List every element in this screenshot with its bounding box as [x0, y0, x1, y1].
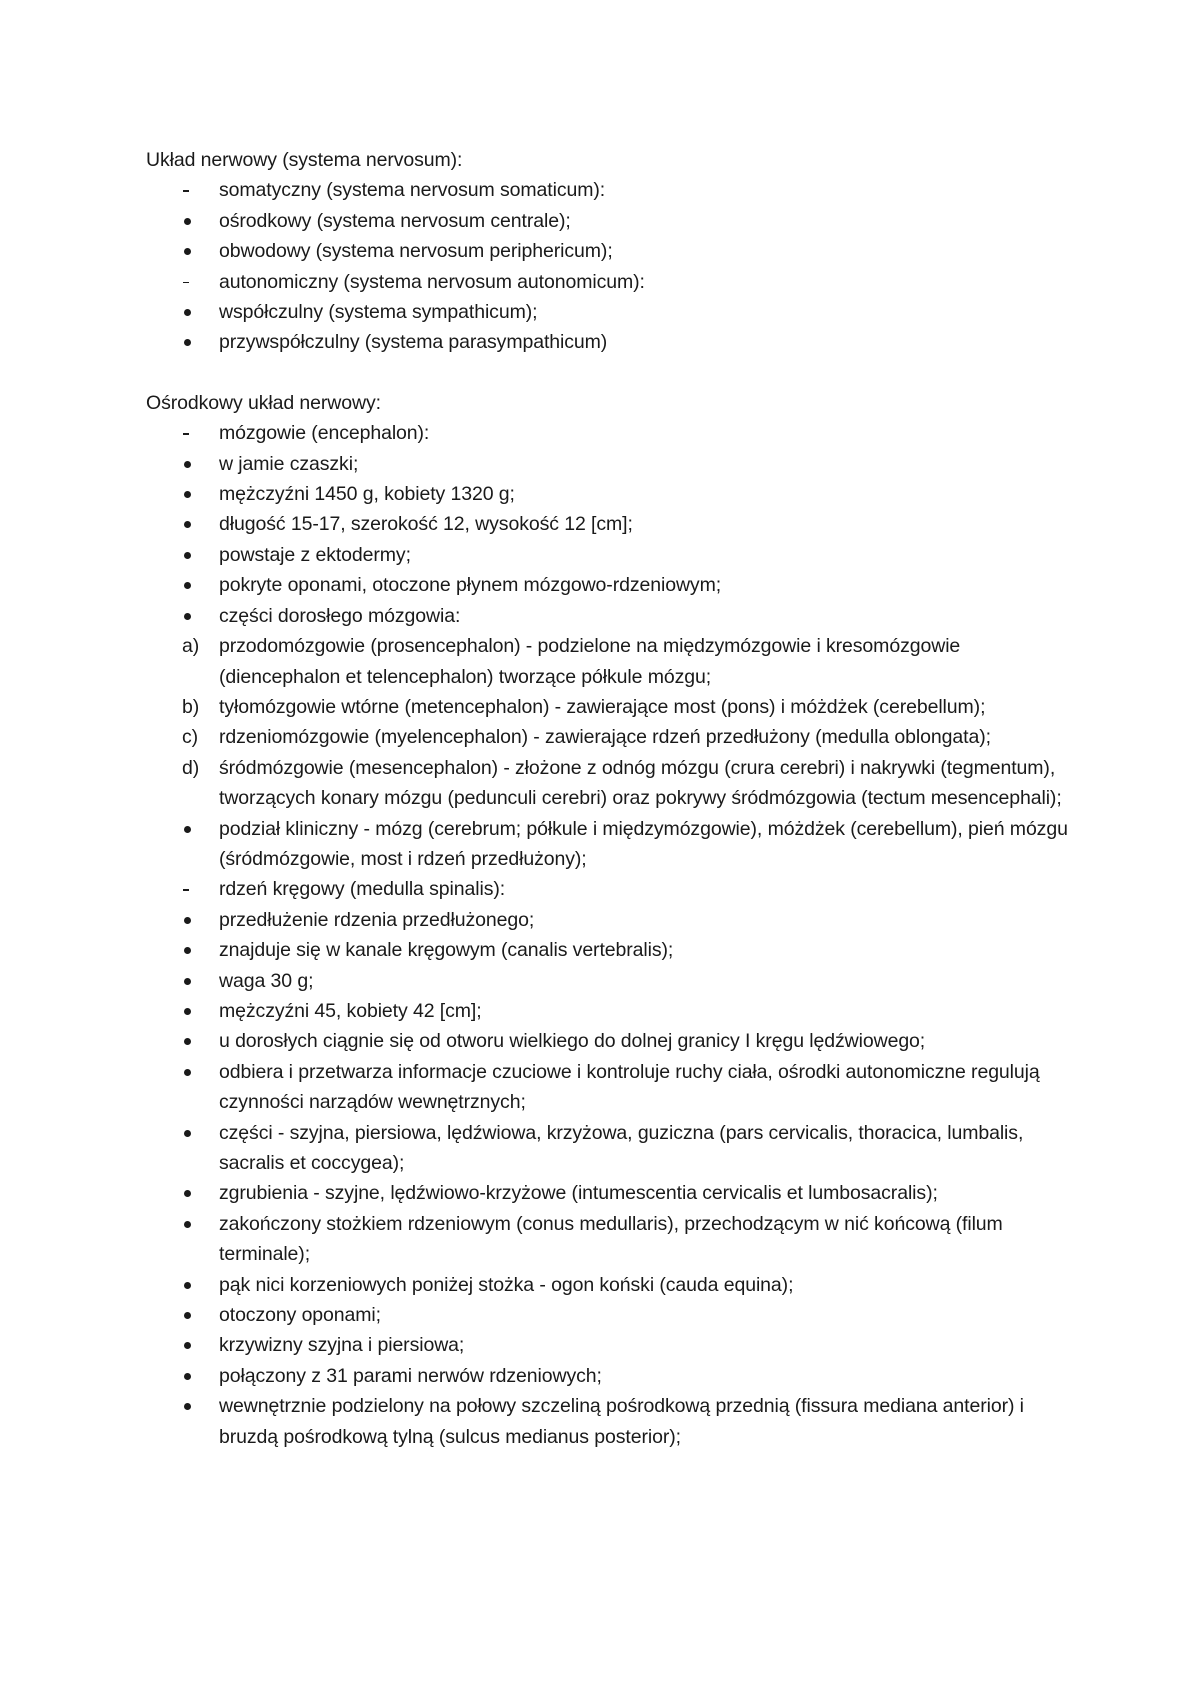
list-item-text: śródmózgowie (mesencephalon) - złożone z odnóg mózgu (crura cerebri) i nakrywki (tegmentum), tworzących konary mózgu (pedunculi cerebri) oraz pokrywy śródmózgowia (tectum mesencephali);	[219, 756, 1062, 810]
section-list	[146, 418, 1086, 1452]
list-item-text: połączony z 31 parami nerwów rdzeniowych;	[219, 1364, 602, 1387]
section-list	[146, 175, 1086, 357]
list-item-text: długość 15-17, szerokość 12, wysokość 12 [cm];	[219, 513, 633, 536]
dash-marker	[146, 175, 219, 205]
bullet-marker	[146, 509, 219, 539]
list-item	[146, 418, 1086, 448]
bullet-marker	[146, 327, 219, 357]
list-item-text: waga 30 g;	[219, 969, 314, 992]
list-item	[146, 1118, 1086, 1179]
list-item	[146, 540, 1086, 570]
letter-marker: d)	[182, 756, 200, 779]
list-item-text: rdzeń kręgowy (medulla spinalis):	[219, 878, 506, 901]
list-item	[146, 509, 1086, 539]
list-item	[146, 935, 1086, 965]
list-item	[146, 814, 1086, 875]
list-item-text: krzywizny szyjna i piersiowa;	[219, 1334, 465, 1357]
list-item	[146, 297, 1086, 327]
list-item-text: tyłomózgowie wtórne (metencephalon) - zawierające most (pons) i móżdżek (cerebellum);	[219, 695, 986, 718]
list-item	[146, 236, 1086, 266]
list-item	[146, 206, 1086, 236]
bullet-marker	[146, 540, 219, 570]
bullet-marker	[146, 814, 219, 844]
list-item	[146, 1026, 1086, 1056]
bullet-marker	[146, 236, 219, 266]
letter-marker: a)	[182, 635, 200, 658]
bullet-marker	[146, 1270, 219, 1300]
list-item	[146, 449, 1086, 479]
list-item-text: znajduje się w kanale kręgowym (canalis vertebralis);	[219, 939, 674, 962]
list-item-text: pokryte oponami, otoczone płynem mózgowo-rdzeniowym;	[219, 574, 722, 597]
list-item	[146, 1270, 1086, 1300]
list-item	[146, 874, 1086, 904]
list-item-text: mózgowie (encephalon):	[219, 422, 430, 445]
bullet-marker	[146, 1361, 219, 1391]
document-page	[146, 145, 1086, 1452]
list-item	[146, 631, 1086, 692]
bullet-marker	[146, 449, 219, 479]
section-nervous-system	[146, 145, 1086, 358]
list-item-text: zgrubienia - szyjne, lędźwiowo-krzyżowe (intumescentia cervicalis et lumbosacralis);	[219, 1182, 938, 1205]
section-heading: Układ nerwowy (systema nervosum):	[146, 149, 463, 171]
letter-marker: c)	[182, 726, 199, 749]
list-item-text: części dorosłego mózgowia:	[219, 604, 461, 627]
list-item-text: współczulny (systema sympathicum);	[219, 301, 538, 324]
bullet-marker	[146, 601, 219, 631]
list-item	[146, 692, 1086, 722]
bullet-marker	[146, 1300, 219, 1330]
bullet-marker	[146, 905, 219, 935]
dash-marker	[146, 874, 219, 904]
list-item	[146, 1209, 1086, 1270]
list-item	[146, 1391, 1086, 1452]
list-item	[146, 1057, 1086, 1118]
bullet-marker	[146, 297, 219, 327]
list-item-text: wewnętrznie podzielony na połowy szczeliną pośrodkową przednią (fissura mediana anterior) i bruzdą pośrodkową tylną (sulcus medianus posterior);	[219, 1395, 1024, 1448]
bullet-marker	[146, 1178, 219, 1208]
list-item-text: somatyczny (systema nervosum somaticum):	[219, 179, 606, 202]
bullet-marker	[146, 1026, 219, 1056]
section-central-nervous-system	[146, 388, 1086, 1452]
dash-marker	[146, 267, 219, 297]
list-item-text: autonomiczny (systema nervosum autonomicum):	[219, 270, 645, 293]
list-item	[146, 267, 1086, 297]
list-item-text: przywspółczulny (systema parasympathicum)	[219, 331, 608, 354]
list-item	[146, 327, 1086, 357]
bullet-marker	[146, 1118, 219, 1148]
bullet-marker	[146, 1209, 219, 1239]
bullet-marker	[146, 1330, 219, 1360]
list-item	[146, 1300, 1086, 1330]
list-item	[146, 175, 1086, 205]
bullet-marker	[146, 996, 219, 1026]
list-item	[146, 753, 1086, 814]
list-item-text: pąk nici korzeniowych poniżej stożka - ogon koński (cauda equina);	[219, 1273, 794, 1296]
list-item-text: przodomózgowie (prosencephalon) - podzielone na międzymózgowie i kresomózgowie (diencephalon et telencephalon) tworzące półkule mózgu;	[219, 635, 961, 688]
list-item-text: zakończony stożkiem rdzeniowym (conus medullaris), przechodzącym w nić końcową (filum terminale);	[219, 1212, 1003, 1266]
list-item-text: rdzeniomózgowie (myelencephalon) - zawierające rdzeń przedłużony (medulla oblongata);	[219, 726, 991, 749]
list-item-text: otoczony oponami;	[219, 1304, 381, 1327]
list-item	[146, 1178, 1086, 1208]
list-item-text: ośrodkowy (systema nervosum centrale);	[219, 209, 571, 232]
list-item	[146, 479, 1086, 509]
list-item-text: mężczyźni 45, kobiety 42 [cm];	[219, 999, 482, 1022]
list-item-text: części - szyjna, piersiowa, lędźwiowa, krzyżowa, guziczna (pars cervicalis, thoracica, lumbalis, sacralis et coccygea);	[219, 1121, 1024, 1174]
bullet-marker	[146, 479, 219, 509]
bullet-marker	[146, 1057, 219, 1087]
bullet-marker	[146, 966, 219, 996]
list-item-text: przedłużenie rdzenia przedłużonego;	[219, 908, 535, 931]
letter-marker: b)	[182, 695, 200, 718]
list-item	[146, 570, 1086, 600]
bullet-marker	[146, 570, 219, 600]
list-item-text: obwodowy (systema nervosum periphericum);	[219, 240, 613, 263]
list-item	[146, 996, 1086, 1026]
list-item	[146, 601, 1086, 631]
list-item-text: u dorosłych ciągnie się od otworu wielkiego do dolnej granicy I kręgu lędźwiowego;	[219, 1030, 926, 1053]
list-item-text: mężczyźni 1450 g, kobiety 1320 g;	[219, 483, 515, 506]
bullet-marker	[146, 206, 219, 236]
list-item	[146, 905, 1086, 935]
list-item-text: podział kliniczny - mózg (cerebrum; półkule i międzymózgowie), móżdżek (cerebellum), pień mózgu (śródmózgowie, most i rdzeń przedłużony);	[219, 817, 1068, 870]
dash-marker	[146, 418, 219, 448]
list-item	[146, 1330, 1086, 1360]
section-heading: Ośrodkowy układ nerwowy:	[146, 391, 381, 414]
list-item-text: powstaje z ektodermy;	[219, 543, 411, 566]
list-item-text: odbiera i przetwarza informacje czuciowe i kontroluje ruchy ciała, ośrodki autonomiczne regulują czynności narządów wewnętrznych;	[219, 1060, 1040, 1114]
list-item-text: w jamie czaszki;	[219, 452, 359, 475]
list-item	[146, 966, 1086, 996]
bullet-marker	[146, 1391, 219, 1421]
list-item	[146, 1361, 1086, 1391]
list-item	[146, 722, 1086, 752]
bullet-marker	[146, 935, 219, 965]
